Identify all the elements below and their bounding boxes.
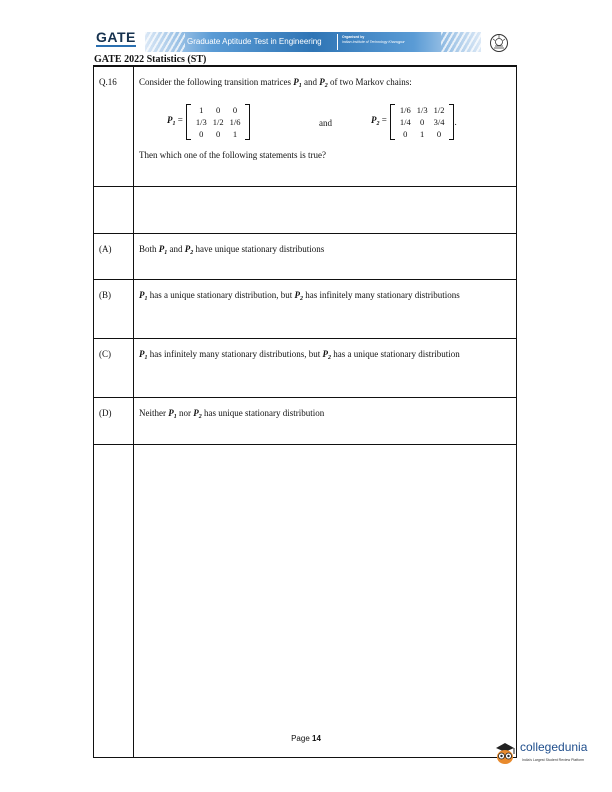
- question-table: [93, 66, 517, 758]
- matrix-p2-grid: 1/6 1/3 1/2 1/4 0 3/4 0 1 0: [399, 105, 445, 139]
- workspace-row: [94, 445, 517, 758]
- matrix-p1: [167, 98, 250, 146]
- option-d-row: [94, 398, 517, 445]
- gate-logo-bar: [96, 45, 136, 47]
- brand-tagline: India's Largest Student Review Platform: [522, 758, 585, 762]
- banner-organiser: [342, 35, 405, 45]
- matrix-and: and: [319, 118, 332, 128]
- page-prefix: Page: [291, 734, 310, 743]
- p2-inline: $P_2$: [319, 77, 328, 89]
- organised-by-label: Organised by: [342, 35, 365, 39]
- option-b-label: (B): [94, 280, 134, 339]
- option-c-row: [94, 339, 517, 398]
- question-body: [134, 67, 517, 187]
- stem-text: Consider the following transition matrices: [139, 77, 291, 87]
- question-row: [94, 67, 517, 187]
- stem-and: and: [303, 77, 317, 87]
- stem-tail: of two Markov chains:: [329, 77, 412, 87]
- question-stem: [139, 77, 511, 92]
- matrix-p1-brackets: [186, 104, 251, 140]
- p1-inline: $P_1$: [293, 77, 302, 89]
- page-value: 14: [312, 734, 321, 743]
- header-banner: [145, 32, 481, 52]
- matrix-p2-brackets: [390, 104, 455, 140]
- matrix-p1-label: $P_1$ =: [167, 114, 183, 127]
- matrix-row: [139, 98, 511, 150]
- matrix-period: .: [454, 116, 457, 127]
- gate-logo-text: GATE: [96, 29, 136, 45]
- banner-separator: [337, 34, 338, 50]
- collegedunia-logo: [492, 738, 607, 768]
- option-a-text: Both $P_1$ and $P_2$ have unique stationary distributions: [134, 234, 517, 280]
- option-c-label: (C): [94, 339, 134, 398]
- owl-icon: [492, 738, 518, 766]
- option-b-row: [94, 280, 517, 339]
- option-b-text: $P_1$ has a unique stationary distribution, but $P_2$ has infinitely many stationary distributions: [134, 280, 517, 339]
- gate-logo: [96, 30, 140, 56]
- question-number: Q.16: [94, 67, 134, 187]
- option-d-label: (D): [94, 398, 134, 445]
- matrix-p2: [371, 98, 457, 146]
- option-d-text: Neither $P_1$ nor $P_2$ has unique stationary distribution: [134, 398, 517, 445]
- banner-stripes-left: [145, 32, 185, 52]
- paper-title: GATE 2022 Statistics (ST): [94, 54, 207, 65]
- iit-emblem-icon: [489, 33, 509, 53]
- blank-row: [94, 187, 517, 234]
- banner-stripes-right: [441, 32, 481, 52]
- matrix-p2-label: $P_2$ =: [371, 114, 387, 127]
- matrix-p1-grid: 1 0 0 1/3 1/2 1/6 0 0 1: [195, 105, 241, 139]
- option-c-text: $P_1$ has infinitely many stationary distributions, but $P_2$ has a unique stationary distribution: [134, 339, 517, 398]
- option-a-row: [94, 234, 517, 280]
- option-a-label: (A): [94, 234, 134, 280]
- question-prompt: Then which one of the following statements is true?: [139, 150, 326, 160]
- banner-title: Graduate Aptitude Test in Engineering: [187, 37, 322, 46]
- organiser-name: Indian Institute of Technology Kharagpur: [342, 40, 405, 44]
- brand-name: collegedunia: [520, 740, 588, 754]
